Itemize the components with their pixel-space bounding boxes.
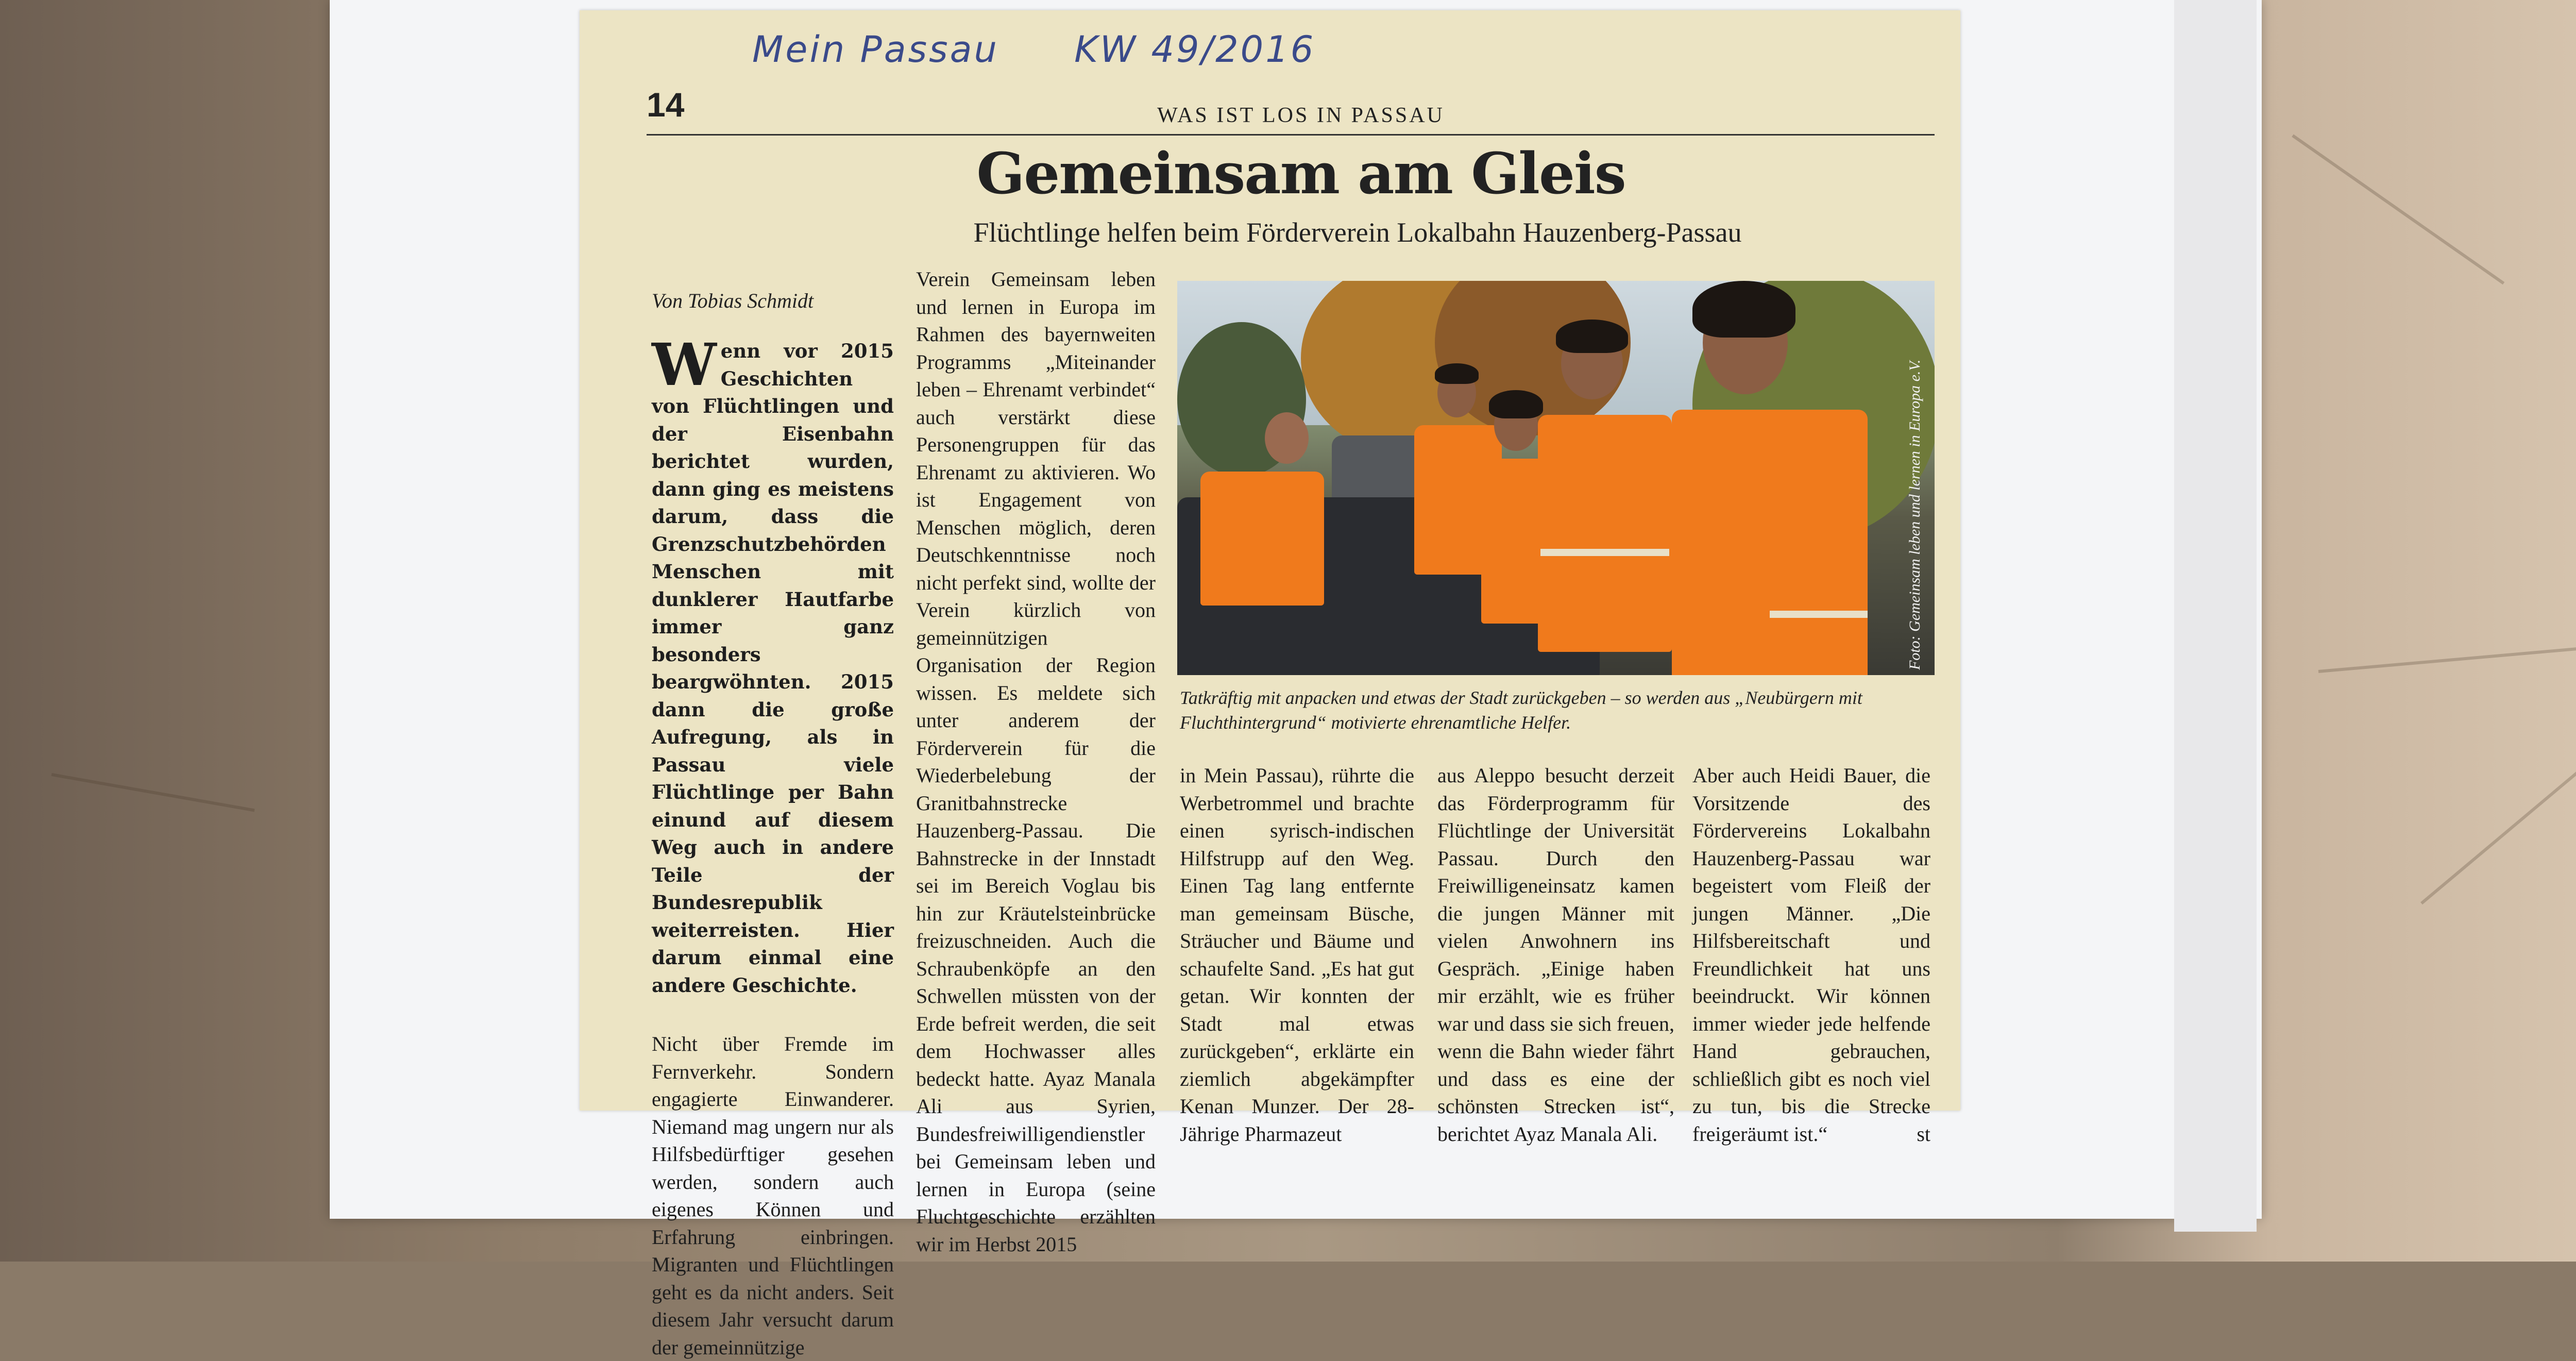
wood-grain	[51, 773, 255, 812]
photo-person-hair	[1556, 320, 1628, 353]
body-paragraph: in Mein Passau), rührte die Werbetrommel und brachte einen syrisch-indischen Hilfstrupp auf den Weg. Einen Tag lang entfernte man gemeinsam Büsche, Sträucher und Bäume und schaufelte Sand. „Es hat gut getan. Wir konnten der Stadt mal etwas zurückgeben“, erklärte ein ziemlich abgekämpfter Kenan Munzer. Der 28-Jährige Pharmazeut	[1180, 764, 1414, 1146]
photo-vest-stripe	[1540, 549, 1669, 556]
body-text: Aber auch Heidi Bauer, die Vorsitzende des Fördervereins Lokalbahn Hauzenberg-Passau war begeistert vom Fleiß der jungen Männer. „Die Hilfsbereitschaft und Freundlichkeit hat uns beeindruckt. Wir können immer wieder jede helfende Hand gebrauchen, schließlich gibt es noch viel zu tun, bis die Strecke freigeräumt ist.“	[1692, 764, 1930, 1146]
marble-vein	[2420, 763, 2576, 905]
photo-safety-vest	[1538, 415, 1672, 652]
section-header: WAS IST LOS IN PASSAU	[1157, 104, 1445, 127]
lead-paragraph	[652, 331, 894, 999]
marble-vein	[2292, 135, 2504, 285]
marble-vein	[2318, 642, 2576, 673]
photo-person-hair	[1692, 281, 1795, 338]
article-column-5	[1692, 762, 1930, 1148]
handwritten-note	[752, 28, 1315, 71]
article-column-2	[916, 265, 1156, 1258]
lead-text: enn vor 2015 Geschichten von Flüchtlingen und der Eisenbahn berichtet wurden, dann ging es meistens darum, dass die Grenzschutzbehörden Menschen mit dunklerer Hautfarbe immer ganz besonders beargwöhnten. 2015 dann die große Aufregung, als in Passau viele Flüchtlinge per Bahn einund auf diesem Weg auch in andere Teile der Bundesrepublik weiterreisten. Hier darum einmal eine andere Geschichte.	[652, 340, 894, 997]
handwritten-publication: Mein Passau	[752, 28, 999, 71]
drop-cap: W	[652, 331, 717, 399]
photo-person-hair	[1435, 363, 1479, 384]
handwritten-issue: KW 49/2016	[1074, 28, 1316, 71]
page-number: 14	[647, 86, 685, 124]
backing-paper-edge	[2174, 0, 2257, 1232]
author-byline: Von Tobias Schmidt	[652, 289, 814, 312]
photo-safety-vest	[1200, 472, 1324, 606]
article-photo	[1177, 281, 1935, 675]
photo-person-hair	[1489, 390, 1543, 418]
body-paragraph	[1692, 762, 1930, 1148]
photo-safety-vest	[1672, 410, 1868, 675]
photo-credit: Foto: Gemeinsam leben und lernen in Europa e.V.	[1906, 359, 1923, 670]
photo-caption: Tatkräftig mit anpacken und etwas der Stadt zurückgeben – so werden aus „Neubürgern mit Fluchthintergrund“ motivierte ehrenamtliche Helfer.	[1180, 687, 1862, 733]
photo-person-head	[1265, 412, 1309, 464]
header-rule	[647, 134, 1935, 136]
body-paragraph: aus Aleppo besucht derzeit das Förderprogramm für Flüchtlinge der Universität Passau. Durch den Freiwilligeneinsatz kamen die jungen Männer mit vielen Anwohnern ins Gespräch. „Einige haben mir erzählt, wie es früher war und dass sie sich freuen, wenn die Bahn wieder fährt und dass es eine der schönsten Strecken ist“, berichtet Ayaz Manala Ali.	[1437, 764, 1674, 1146]
article-column-3	[1180, 762, 1414, 1148]
article-column-1	[652, 331, 894, 1361]
author-signature: st	[1917, 1122, 1930, 1146]
subheadline: Flüchtlinge helfen beim Förderverein Lokalbahn Hauzenberg-Passau	[973, 217, 1742, 248]
headline: Gemeinsam am Gleis	[976, 140, 1625, 207]
photo-vest-stripe	[1770, 611, 1868, 618]
body-paragraph: Nicht über Fremde im Fernverkehr. Sondern engagierte Einwanderer. Niemand mag ungern nur als Hilfsbedürftiger gesehen werden, sondern auch eigenes Können und Erfahrung einbringen. Migranten und Flüchtlingen geht es da nicht anders. Seit diesem Jahr versucht darum der gemeinnützige	[652, 1032, 894, 1359]
article-column-4	[1437, 762, 1674, 1148]
body-paragraph: Verein Gemeinsam leben und lernen in Europa im Rahmen des bayernweiten Programms „Miteinander leben – Ehrenamt verbindet“ auch verstärkt diese Personengruppen für das Ehrenamt zu aktivieren. Wo ist Engagement von Menschen möglich, deren Deutschkenntnisse noch nicht perfekt sind, wollte der Verein kürzlich von gemeinnützigen Organisation der Region wissen. Es meldete sich unter anderem der Förderverein für die Wiederbelebung der Granitbahnstrecke Hauzenberg-Passau. Die Bahnstrecke in der Innstadt sei im Bereich Voglau bis hin zur Kräutelsteinbrücke freizuschneiden. Auch die Schraubenköpfe an den Schwellen müssten von der Erde befreit werden, die seit dem Hochwasser alles bedeckt hatte. Ayaz Manala Ali aus Syrien, Bundesfreiwilligendienstler bei Gemeinsam leben und lernen in Europa (seine Fluchtgeschichte erzählten wir im Herbst 2015	[916, 267, 1156, 1256]
